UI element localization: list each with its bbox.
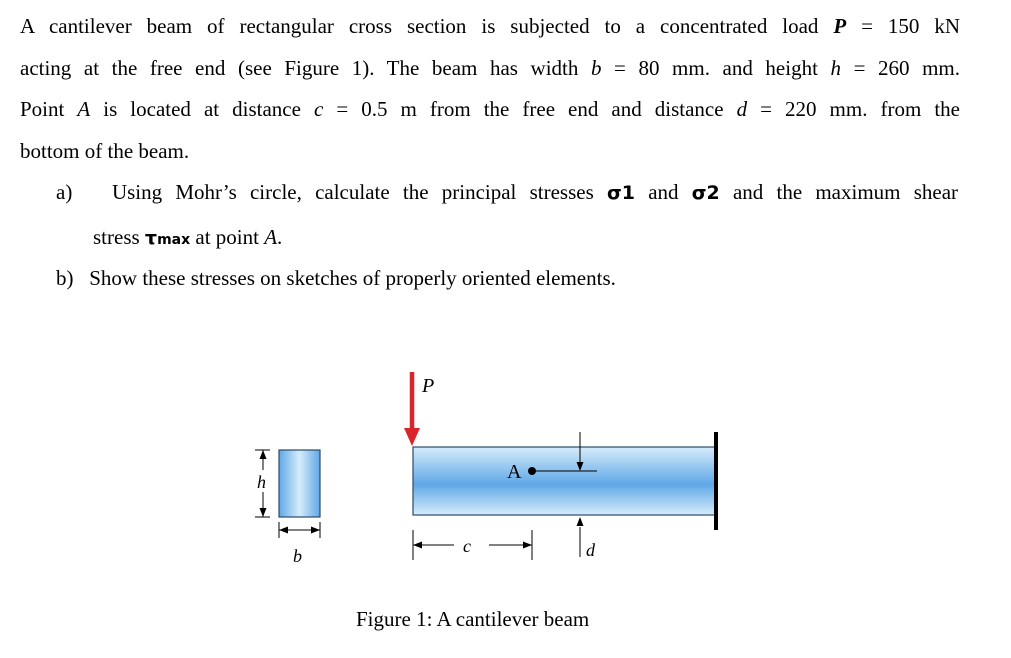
variable-b: b	[590, 55, 602, 80]
text-segment: .	[277, 225, 283, 249]
d-label: d	[586, 540, 595, 560]
point-A-dot	[528, 467, 536, 475]
cross-section-rect	[279, 450, 320, 517]
text-segment: = 260 mm.	[841, 55, 960, 80]
c-arrowhead-right	[523, 542, 532, 549]
question-b-text: Show these stresses on sketches of properly oriented elements.	[89, 266, 616, 290]
text-segment: and	[634, 180, 692, 204]
text-segment: = 0.5 m from the free end and distance	[323, 97, 737, 121]
text-segment: = 80 mm. and height	[601, 55, 831, 80]
h-arrowhead-top	[260, 450, 267, 459]
variable-A: A	[77, 97, 91, 121]
c-arrowhead-left	[413, 542, 422, 549]
variable-P: P	[833, 14, 847, 38]
text-segment: and the maximum shear	[719, 180, 959, 204]
beam	[413, 447, 715, 515]
text-segment: A cantilever beam of rectangular cross section is subjected to a concentrated load	[20, 14, 834, 38]
d-arrow-bottom-head	[577, 517, 584, 526]
tau-subscript: max	[157, 232, 191, 248]
variable-h: h	[830, 55, 841, 80]
problem-line-4: bottom of the beam.	[20, 138, 190, 163]
question-b-label: b)	[56, 266, 74, 290]
cross-section	[254, 450, 320, 566]
text-segment: = 220 mm. from the	[747, 97, 960, 121]
text-segment: = 150 kN	[846, 14, 960, 38]
figure-caption: Figure 1: A cantilever beam	[356, 607, 590, 631]
h-arrowhead-bottom	[260, 508, 267, 517]
variable-d: d	[736, 97, 748, 121]
P-label: P	[422, 375, 435, 397]
sigma-1: σ1	[606, 182, 635, 204]
load-P	[404, 372, 434, 446]
text-segment: is located at distance	[90, 97, 314, 121]
b-arrowhead-right	[311, 527, 320, 534]
question-a-label: a)	[56, 180, 73, 204]
b-label: b	[293, 546, 302, 566]
text-segment: Using Mohr’s circle, calculate the principal stresses	[111, 180, 607, 204]
point-A: A	[264, 225, 278, 249]
A-label: A	[507, 461, 522, 483]
load-arrow-head	[404, 428, 420, 446]
c-label: c	[463, 536, 471, 556]
text-segment: stress	[93, 225, 145, 249]
variable-c: c	[313, 97, 324, 121]
text-segment: at point	[190, 225, 265, 249]
text-segment: Point	[20, 97, 78, 121]
h-label: h	[257, 472, 266, 492]
b-arrowhead-left	[279, 527, 288, 534]
text-segment: acting at the free end (see Figure 1). The beam has width	[20, 55, 591, 80]
sigma-2: σ2	[691, 182, 720, 204]
tau-symbol: τ	[144, 227, 158, 249]
